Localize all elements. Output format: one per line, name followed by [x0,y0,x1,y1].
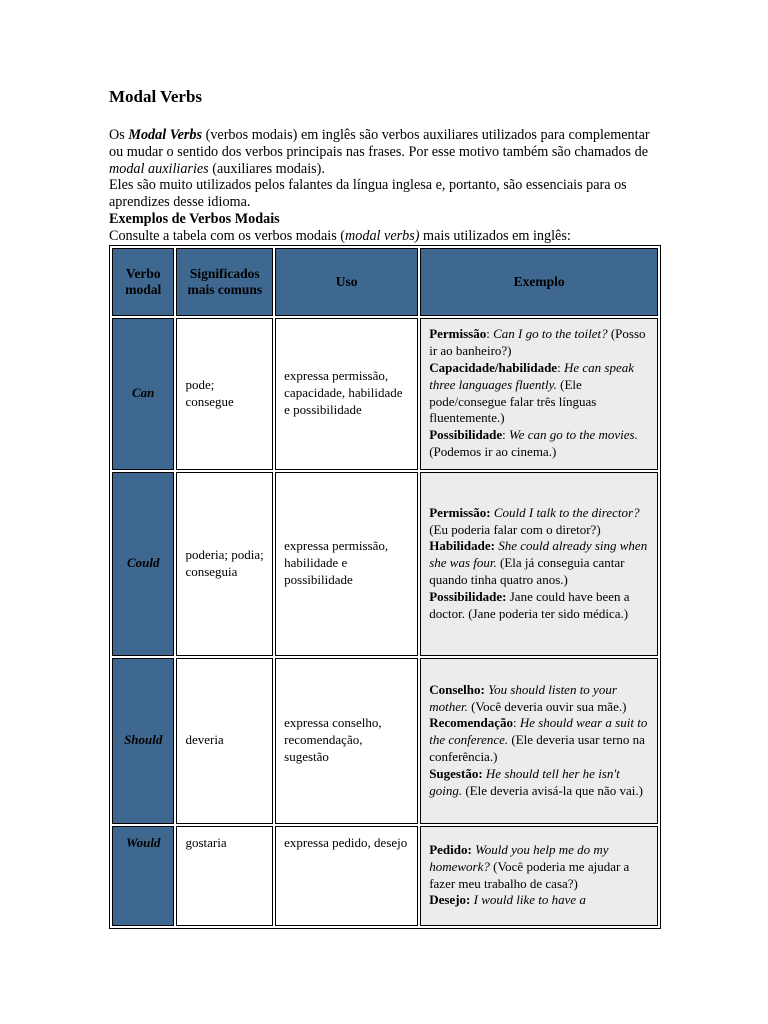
example-sep: : [557,359,564,375]
intro-paragraph-2: Eles são muito utilizados pelos falantes da língua inglesa e, portanto, são essenciais para os aprendizes desse idioma. [109,177,627,211]
consult-term: modal verbs) [345,227,420,244]
example-cell [420,658,658,824]
example-item [429,715,649,765]
meaning-cell: pode; consegue [176,318,273,470]
verb-cell: Should [112,658,174,824]
header-verbo-modal: Verbo modal [112,248,174,316]
example-english: I would like to have a [473,892,586,908]
example-translation: (Você deveria ouvir sua mãe.) [467,698,627,714]
meaning-cell: poderia; podia; conseguia [176,472,273,656]
example-translation: (Ele deveria avisá-la que não vai.) [462,782,643,798]
example-translation: (Ele pode/consegue falar três línguas fluentemente.) [429,376,597,426]
example-label: Conselho: [429,681,485,697]
example-label: Possibilidade: [429,588,507,604]
example-label: Permissão [429,326,487,342]
example-translation: (Eu poderia falar com o diretor?) [429,521,601,537]
example-translation: Jane could have been a doctor. (Jane poderia ter sido médica.) [429,588,630,621]
table-header-row [112,248,658,316]
verb-cell: Would [112,826,174,926]
example-label: Capacidade/habilidade [429,359,558,375]
example-item [429,505,649,539]
example-translation: (Você poderia me ajudar a fazer meu trabalho de casa?) [429,858,630,891]
table-row-should [112,658,658,824]
intro-text: (auxiliares modais). [208,160,325,177]
example-item [429,682,649,716]
example-item [429,427,649,461]
use-cell: expressa permissão, habilidade e possibilidade [275,472,418,656]
verb-cell: Can [112,318,174,470]
intro-text: Os [109,127,129,143]
header-significados: Significados mais comuns [176,248,273,316]
header-uso: Uso [275,248,418,316]
example-item [429,538,649,588]
meaning-cell: gostaria [176,826,273,926]
example-item [429,360,649,427]
intro-term: Modal Verbs [128,127,203,143]
intro-text: (verbos modais) em inglês são verbos auxiliares utilizados para complementar ou mudar o sentido dos verbos principais nas frases. Por esse motivo também são chamados de [109,127,650,160]
example-sep: : [486,326,494,342]
use-cell: expressa pedido, desejo [275,826,418,926]
example-item [429,766,649,800]
example-item [429,326,649,360]
header-exemplo: Exemplo [420,248,658,316]
example-sep: : [502,427,510,443]
intro-term: modal auxiliaries [109,160,209,177]
table-row-would [112,826,658,926]
example-label: Recomendação [429,715,513,731]
document-page [109,86,661,929]
example-label: Pedido: [429,841,472,857]
example-english: Can I go to the toilet? [493,326,608,342]
example-label: Possibilidade [429,427,503,443]
consult-text: Consulte a tabela com os verbos modais ( [109,227,346,244]
example-label: Sugestão: [429,765,483,781]
example-english: We can go to the movies. [509,427,638,443]
section-subheading: Exemplos de Verbos Modais [109,210,280,227]
example-translation: (Ela já conseguia cantar quando tinha quatro anos.) [429,555,625,587]
use-cell: expressa permissão, capacidade, habilidade e possibilidade [275,318,418,470]
example-translation: (Ele deveria usar terno na conferência.) [429,732,645,764]
example-translation: (Posso ir ao banheiro?) [429,326,646,359]
example-item [429,589,649,623]
table-row-could [112,472,658,656]
modal-verbs-table [109,245,661,929]
example-translation: (Podemos ir ao cinema.) [429,443,557,459]
consult-line [109,228,661,245]
example-english: Would you help me do my homework? [429,841,609,874]
table-row-can [112,318,658,470]
use-cell: expressa conselho, recomendação, sugestão [275,658,418,824]
page-title: Modal Verbs [109,87,203,106]
example-item [429,842,649,892]
example-sep: : [512,715,520,731]
meaning-cell: deveria [176,658,273,824]
example-label: Permissão: [429,504,491,520]
example-cell [420,826,658,926]
example-english: You should listen to your mother. [429,681,617,714]
example-cell [420,318,658,470]
example-english: He can speak three languages fluently. [429,359,634,392]
example-english: He should wear a suit to the conference. [429,715,648,748]
example-label: Desejo: [429,892,471,908]
example-item [429,892,649,909]
intro-paragraph [109,127,661,177]
example-english: She could already sing when she was four. [429,538,648,571]
consult-text: mais utilizados em inglês: [419,227,571,244]
example-english: Could I talk to the director? [493,504,640,520]
example-english: He should tell her he isn't going. [429,765,620,798]
example-label: Habilidade: [429,538,495,554]
example-cell [420,472,658,656]
verb-cell: Could [112,472,174,656]
